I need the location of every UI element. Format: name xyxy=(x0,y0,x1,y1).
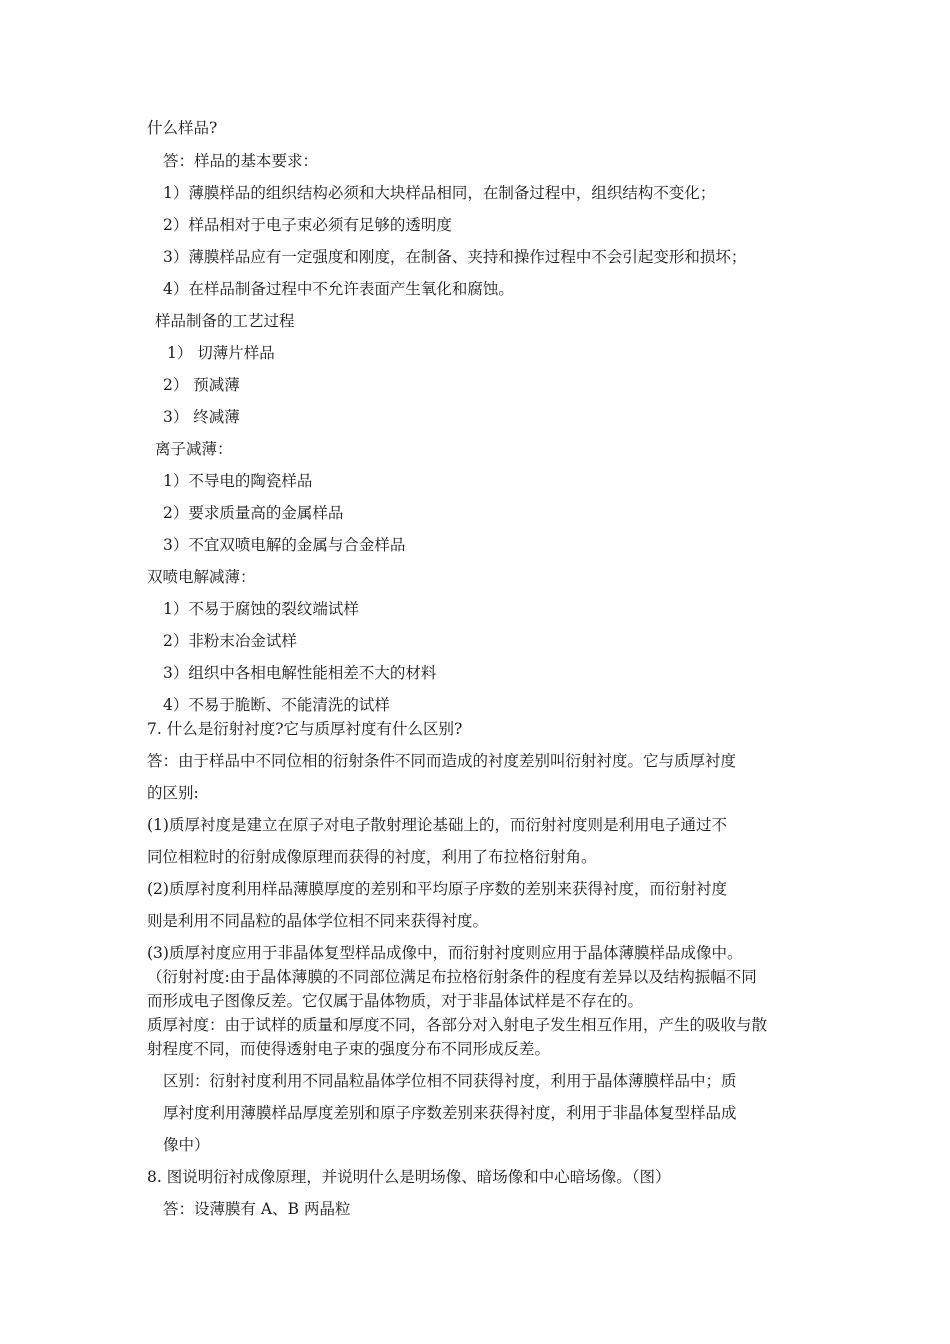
text-line: 3） 终减薄 xyxy=(163,408,240,426)
text-line: 则是利用不同晶粒的晶体学位相不同来获得衬度。 xyxy=(147,912,489,930)
text-line: 厚衬度利用薄膜样品厚度差别和原子序数差别来获得衬度，利用于非晶体复型样品成 xyxy=(163,1104,737,1122)
text-line: 射程度不同，而使得透射电子束的强度分布不同形成反差。 xyxy=(147,1040,551,1058)
text-line: (1)质厚衬度是建立在原子对电子散射理论基础上的，而衍射衬度则是利用电子通过不 xyxy=(147,816,727,834)
text-line: 7. 什么是衍射衬度?它与质厚衬度有什么区别? xyxy=(147,720,463,738)
text-line: 4）不易于脆断、不能清洗的试样 xyxy=(163,696,390,714)
text-line: 3）薄膜样品应有一定强度和刚度，在制备、夹持和操作过程中不会引起变形和损坏； xyxy=(163,248,747,266)
text-line: 的区别: xyxy=(147,784,199,802)
text-line: 而形成电子图像反差。它仅属于晶体物质，对于非晶体试样是不存在的。 xyxy=(147,992,644,1010)
text-line: 2）要求质量高的金属样品 xyxy=(163,504,344,522)
text-line: 答：由于样品中不同位相的衍射条件不同而造成的衬度差别叫衍射衬度。它与质厚衬度 xyxy=(147,752,737,770)
text-line: 答：设薄膜有 A、B 两晶粒 xyxy=(163,1200,351,1218)
text-line: 离子减薄： xyxy=(155,440,233,458)
text-line: 1）薄膜样品的组织结构必须和大块样品相同，在制备过程中，组织结构不变化； xyxy=(163,184,716,202)
text-line: 4）在样品制备过程中不允许表面产生氧化和腐蚀。 xyxy=(163,280,514,298)
text-line: 1）不易于腐蚀的裂纹端试样 xyxy=(163,600,359,618)
text-line: （衍射衬度:由于晶体薄膜的不同部位满足布拉格衍射条件的程度有差异以及结构振幅不同 xyxy=(147,968,757,986)
text-line: 什么样品? xyxy=(147,119,218,137)
text-line: 像中） xyxy=(163,1136,210,1154)
text-line: 8. 图说明衍衬成像原理，并说明什么是明场像、暗场像和中心暗场像。（图） xyxy=(147,1168,671,1186)
text-line: 2） 预减薄 xyxy=(163,376,240,394)
text-line: (2)质厚衬度利用样品薄膜厚度的差别和平均原子序数的差别来获得衬度，而衍射衬度 xyxy=(147,880,727,898)
text-line: 质厚衬度：由于试样的质量和厚度不同，各部分对入射电子发生相互作用，产生的吸收与散 xyxy=(147,1016,768,1034)
text-line: 1） 切薄片样品 xyxy=(167,344,275,362)
text-line: 1）不导电的陶瓷样品 xyxy=(163,472,313,490)
text-line: 答：样品的基本要求： xyxy=(163,152,319,170)
text-line: 3）不宜双喷电解的金属与合金样品 xyxy=(163,536,406,554)
text-line: 2）样品相对于电子束必须有足够的透明度 xyxy=(163,216,452,234)
text-line: 同位相粒时的衍射成像原理而获得的衬度，利用了布拉格衍射角。 xyxy=(147,848,597,866)
text-line: 样品制备的工艺过程 xyxy=(155,312,295,330)
text-line: 3）组织中各相电解性能相差不大的材料 xyxy=(163,664,437,682)
text-line: 2）非粉末冶金试样 xyxy=(163,632,297,650)
text-line: 双喷电解减薄： xyxy=(147,568,256,586)
text-line: 区别：衍射衬度利用不同晶粒晶体学位相不同获得衬度，利用于晶体薄膜样品中；质 xyxy=(163,1072,737,1090)
text-line: (3)质厚衬度应用于非晶体复型样品成像中，而衍射衬度则应用于晶体薄膜样品成像中。 xyxy=(147,944,743,962)
